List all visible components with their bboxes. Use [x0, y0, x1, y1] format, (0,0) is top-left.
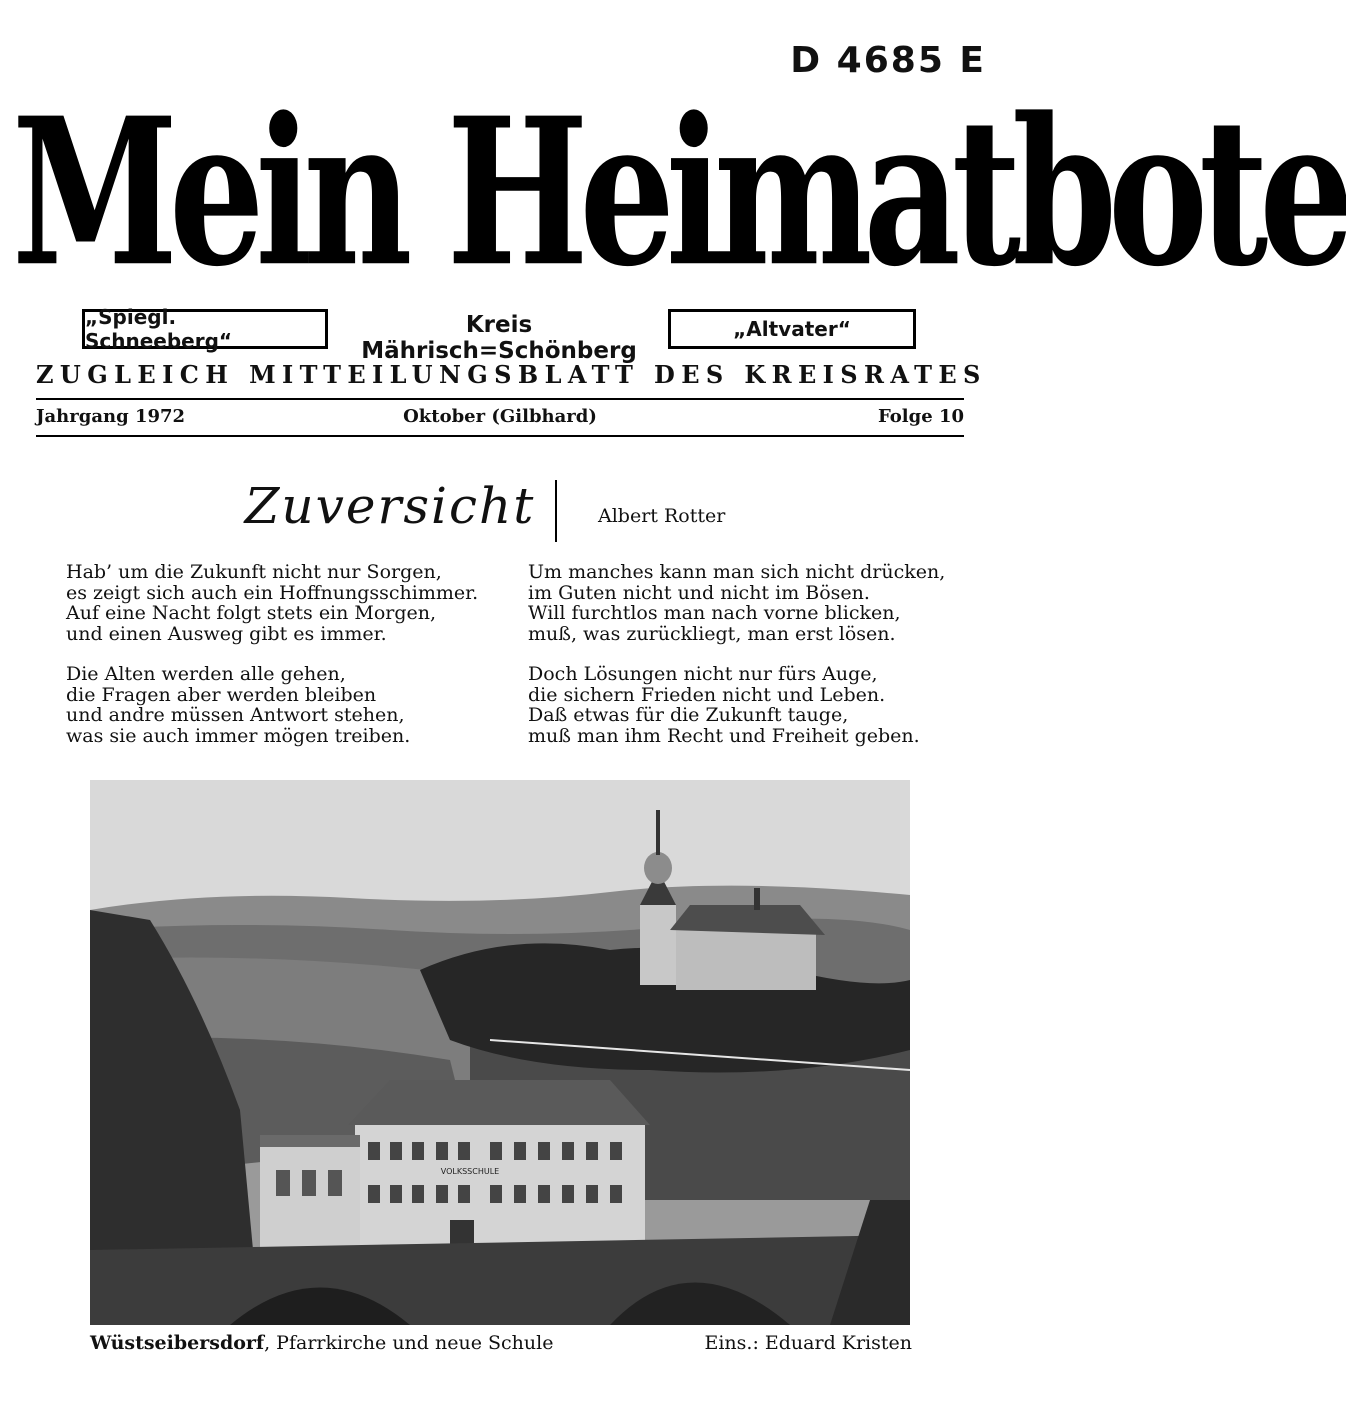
- poem-line: im Guten nicht und nicht im Bösen.: [528, 581, 870, 604]
- village-photo: [90, 780, 910, 1325]
- stanza: [528, 562, 978, 644]
- rule-top: [36, 398, 964, 400]
- poem-line: Um manches kann man sich nicht drücken,: [528, 561, 946, 583]
- poem-author: Albert Rotter: [598, 505, 726, 527]
- poem-line: was sie auch immer mögen treiben.: [66, 724, 411, 747]
- region-label-left: „Spiegl. Schneeberg“: [82, 309, 328, 349]
- poem-column-right: [528, 562, 978, 766]
- region-label-right: „Altvater“: [668, 309, 916, 349]
- issue-number: Folge 10: [878, 406, 964, 427]
- stanza: [66, 664, 506, 746]
- poem-line: und andre müssen Antwort stehen,: [66, 704, 405, 726]
- district-label: Kreis Mährisch=Schönberg: [361, 312, 637, 364]
- postal-code: D 4685 E: [790, 40, 986, 81]
- poem-line: muß, was zurückliegt, man erst lösen.: [528, 622, 896, 645]
- title-divider: [555, 480, 557, 542]
- poem-line: und einen Ausweg gibt es immer.: [66, 622, 387, 645]
- subtitle: ZUGLEICH MITTEILUNGSBLATT DES KREISRATES: [36, 360, 987, 389]
- school-sign: VOLKSSCHULE: [440, 1167, 500, 1176]
- poem-line: Daß etwas für die Zukunft tauge,: [528, 704, 849, 726]
- poem-line: Will furchtlos man nach vorne blicken,: [528, 602, 901, 624]
- poem-line: es zeigt sich auch ein Hoffnungsschimmer.: [66, 581, 479, 604]
- caption-place: Wüstseibersdorf: [90, 1332, 265, 1354]
- issue-month: Oktober (Gilbhard): [403, 406, 597, 427]
- photo-credit: Eins.: Eduard Kristen: [704, 1332, 912, 1354]
- poem-line: muß man ihm Recht und Freiheit geben.: [528, 724, 920, 747]
- stanza: [528, 664, 978, 746]
- photo-caption: [90, 1332, 553, 1354]
- poem-line: Doch Lösungen nicht nur fürs Auge,: [528, 663, 878, 685]
- stanza: [66, 562, 506, 644]
- masthead-title: Mein Heimatbote: [12, 74, 1346, 312]
- poem-line: Hab’ um die Zukunft nicht nur Sorgen,: [66, 561, 442, 583]
- poem-line: die sichern Frieden nicht und Leben.: [528, 683, 886, 706]
- rule-bottom: [36, 435, 964, 437]
- poem-line: Auf eine Nacht folgt stets ein Morgen,: [66, 602, 437, 624]
- poem-line: Die Alten werden alle gehen,: [66, 663, 346, 685]
- poem-column-left: [66, 562, 506, 766]
- caption-text: , Pfarrkirche und neue Schule: [264, 1332, 554, 1354]
- poem-line: die Fragen aber werden bleiben: [66, 683, 377, 706]
- poem-title: Zuversicht: [244, 477, 536, 535]
- issue-year: Jahrgang 1972: [36, 406, 186, 427]
